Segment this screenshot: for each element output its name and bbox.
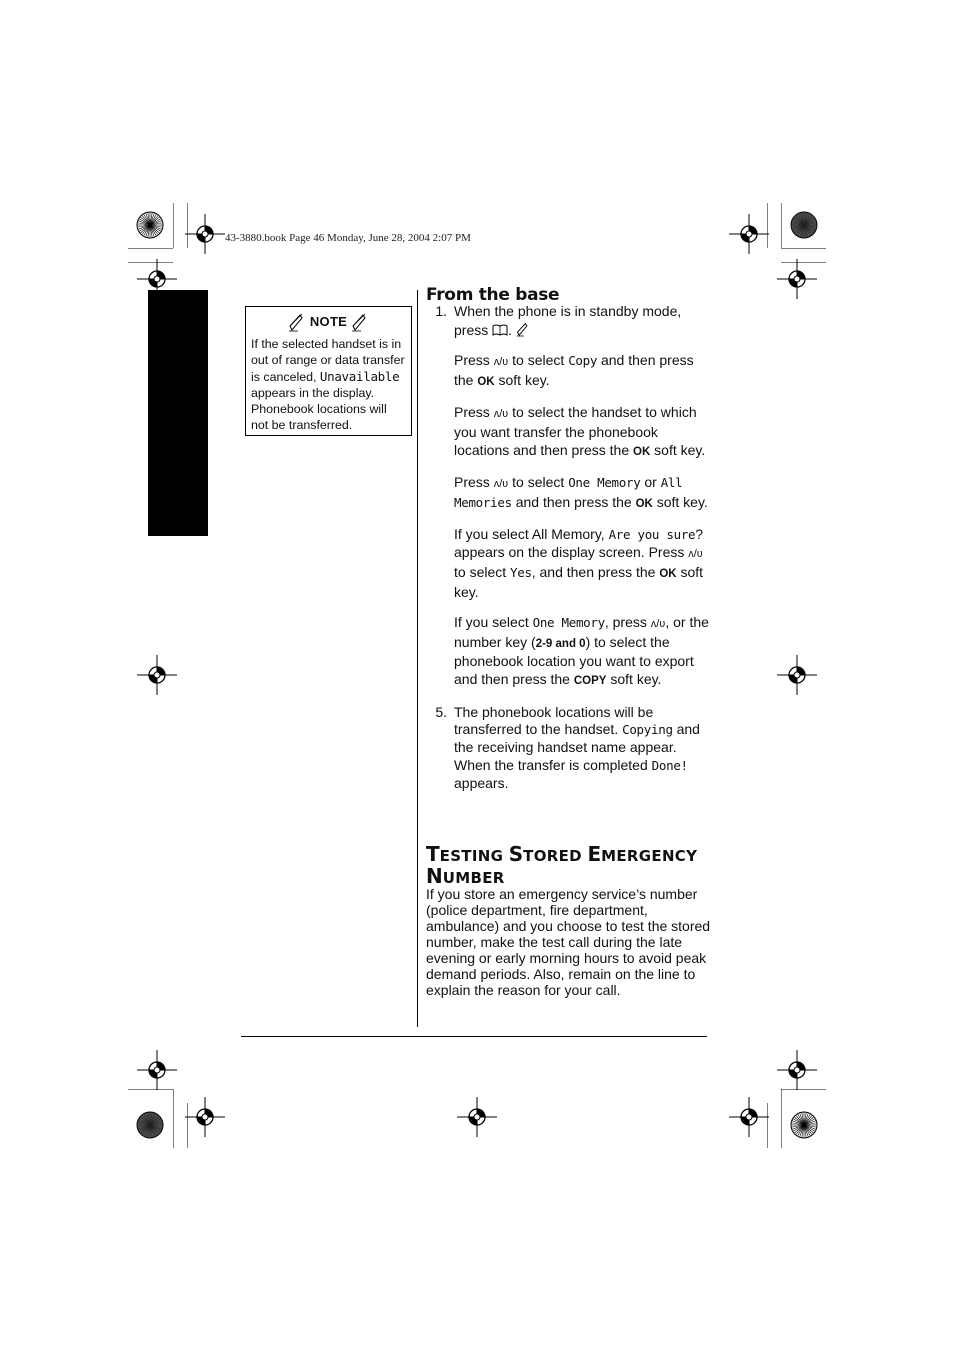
phonebook-icon bbox=[492, 322, 508, 338]
registration-mark-icon bbox=[185, 1097, 225, 1137]
pencil-note-icon bbox=[351, 312, 369, 332]
registration-mark-icon bbox=[729, 1097, 769, 1137]
step-item: Press ʌ/ʋ to select Copy and then press the OK soft key. bbox=[454, 352, 694, 388]
step-item: Press ʌ/ʋ to select One Memory or All Memories and then press the OK soft key. bbox=[454, 474, 708, 510]
note-title: NOTE bbox=[309, 313, 348, 329]
registration-mark-icon bbox=[729, 214, 769, 254]
crop-line bbox=[781, 1089, 782, 1148]
crop-line bbox=[128, 262, 173, 263]
crop-line bbox=[781, 248, 826, 249]
crop-line bbox=[767, 203, 768, 248]
pencil-note-icon bbox=[288, 312, 306, 332]
step-item: 5. The phonebook locations will be transferred to the handset. Copying and the receiving handset name appear. When the transfer is completed Done! appears. bbox=[435, 703, 700, 791]
lcd-text: Unavailable bbox=[319, 368, 400, 384]
crop-line bbox=[173, 1089, 174, 1148]
section-subheading: From the base bbox=[426, 285, 560, 305]
step-item: Press ʌ/ʋ to select the handset to which you want transfer the phonebook locations and then press the OK soft key. bbox=[454, 404, 706, 458]
crop-line bbox=[767, 1103, 768, 1148]
file-header: 43-3880.book Page 46 Monday, June 28, 2004 2:07 PM bbox=[225, 232, 471, 244]
step-item: If you select All Memory, Are you sure? appears on the display screen. Press ʌ/ʋ to select Yes, and then press the OK soft key. bbox=[454, 526, 704, 600]
crop-line bbox=[781, 203, 782, 248]
section-body: If you store an emergency service’s number (police department, fire department, ambulance) and you choose to test the stored number, make the test call during the late evening or early morning hours to avoid peak demand periods. Also, remain on the line to explain the reason for your call. bbox=[426, 886, 711, 998]
color-wheel-mark-icon bbox=[136, 1111, 164, 1139]
pencil-note-icon bbox=[516, 322, 530, 338]
crop-line bbox=[781, 1089, 826, 1090]
note-header bbox=[251, 311, 406, 333]
steps-list bbox=[426, 303, 711, 805]
crop-line bbox=[128, 248, 173, 249]
footer-rule bbox=[241, 1036, 707, 1037]
registration-mark-icon bbox=[185, 214, 225, 254]
up-down-arrows-icon: ʌ/ʋ bbox=[493, 356, 509, 369]
crop-line bbox=[187, 203, 188, 248]
step-item: 1. When the phone is in standby mode, press . bbox=[435, 303, 682, 338]
registration-mark-icon bbox=[137, 1050, 177, 1090]
note-text: If the selected handset is in out of range or data transfer is canceled, Unavailable appears in the display. Phonebook locations will not be transferred. bbox=[251, 337, 405, 433]
up-down-arrows-icon: ʌ/ʋ bbox=[493, 478, 509, 491]
registration-mark-icon bbox=[777, 259, 817, 299]
crop-line bbox=[187, 1103, 188, 1148]
step-item: If you select One Memory, press ʌ/ʋ, or the number key (2-9 and 0) to select the phonebook location you want to export and then press the COPY soft key. bbox=[454, 613, 709, 688]
registration-mark-icon bbox=[777, 655, 817, 695]
black-thumb-tab bbox=[148, 290, 208, 536]
registration-mark-icon bbox=[137, 655, 177, 695]
registration-mark-icon bbox=[777, 1050, 817, 1090]
crop-line bbox=[781, 262, 826, 263]
note-box bbox=[245, 306, 412, 436]
color-wheel-mark-icon bbox=[790, 211, 818, 239]
registration-mark-icon bbox=[457, 1097, 497, 1137]
section-title: TESTING STORED EMERGENCY NUMBER bbox=[426, 842, 698, 888]
color-wheel-mark-icon bbox=[790, 1111, 818, 1139]
up-down-arrows-icon: ʌ/ʋ bbox=[688, 547, 703, 560]
crop-line bbox=[128, 1089, 173, 1090]
crop-line bbox=[173, 203, 174, 248]
column-divider bbox=[417, 290, 418, 1027]
color-wheel-mark-icon bbox=[136, 211, 164, 239]
up-down-arrows-icon: ʌ/ʋ bbox=[650, 617, 666, 630]
up-down-arrows-icon: ʌ/ʋ bbox=[493, 408, 509, 421]
